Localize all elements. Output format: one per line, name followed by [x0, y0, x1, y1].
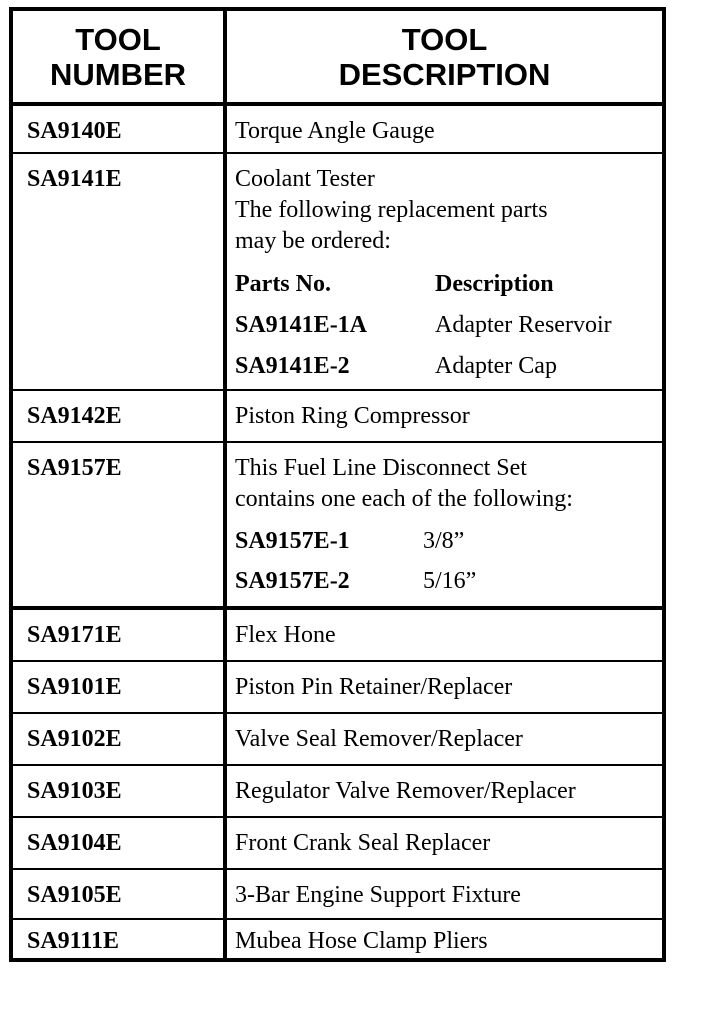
table-row [13, 870, 662, 918]
tool-description: Valve Seal Remover/Replacer [235, 726, 523, 752]
table-row [13, 154, 662, 389]
tool-description [235, 453, 655, 515]
tool-description: Flex Hone [235, 622, 336, 648]
set-part-number: SA9157E-1 [235, 528, 350, 554]
table-row [13, 662, 662, 712]
tool-description: Torque Angle Gauge [235, 118, 435, 144]
tool-description: 3-Bar Engine Support Fixture [235, 882, 521, 908]
tool-description [235, 164, 655, 257]
table-row [13, 391, 662, 441]
description-line: This Fuel Line Disconnect Set [235, 455, 527, 481]
description-line: Coolant Tester [235, 166, 375, 192]
tool-description-header-line2: DESCRIPTION [338, 56, 551, 92]
tool-number: SA9101E [27, 674, 122, 700]
tool-description-header [227, 11, 662, 102]
description-line: may be ordered: [235, 228, 391, 254]
tool-number: SA9171E [27, 622, 122, 648]
table-header [13, 11, 662, 102]
tool-number-header [13, 11, 223, 102]
tool-number-header-line1: TOOL [75, 21, 161, 57]
part-number: SA9141E-1A [235, 312, 368, 338]
description-line: contains one each of the following: [235, 486, 573, 512]
table-row [13, 106, 662, 152]
tool-description: Piston Pin Retainer/Replacer [235, 674, 513, 700]
tool-number: SA9105E [27, 882, 122, 908]
tool-number: SA9103E [27, 778, 122, 804]
description-line: The following replacement parts [235, 197, 548, 223]
table-row [13, 610, 662, 660]
tool-table [9, 7, 666, 962]
set-part-size: 3/8” [423, 528, 465, 554]
tool-number: SA9141E [27, 166, 122, 192]
tool-description: Front Crank Seal Replacer [235, 830, 491, 856]
tool-description: Piston Ring Compressor [235, 403, 470, 429]
tool-number: SA9102E [27, 726, 122, 752]
tool-description: Mubea Hose Clamp Pliers [235, 928, 488, 954]
part-description: Adapter Reservoir [435, 312, 612, 338]
set-part-number: SA9157E-2 [235, 568, 350, 594]
tool-number: SA9157E [27, 455, 122, 481]
tool-number: SA9104E [27, 830, 122, 856]
tool-number-header-line2: NUMBER [49, 56, 187, 92]
tool-number: SA9111E [27, 928, 120, 954]
part-description: Adapter Cap [435, 353, 557, 379]
parts-description-header: Description [435, 271, 554, 297]
parts-no-header: Parts No. [235, 271, 331, 297]
tool-number: SA9140E [27, 118, 122, 144]
table-row [13, 714, 662, 764]
table-row [13, 443, 662, 606]
tool-description-header-line1: TOOL [401, 21, 488, 57]
table-row [13, 818, 662, 868]
set-part-size: 5/16” [423, 568, 477, 594]
table-row [13, 920, 662, 958]
tool-description: Regulator Valve Remover/Replacer [235, 778, 576, 804]
part-number: SA9141E-2 [235, 353, 350, 379]
table-row [13, 766, 662, 816]
tool-number: SA9142E [27, 403, 122, 429]
